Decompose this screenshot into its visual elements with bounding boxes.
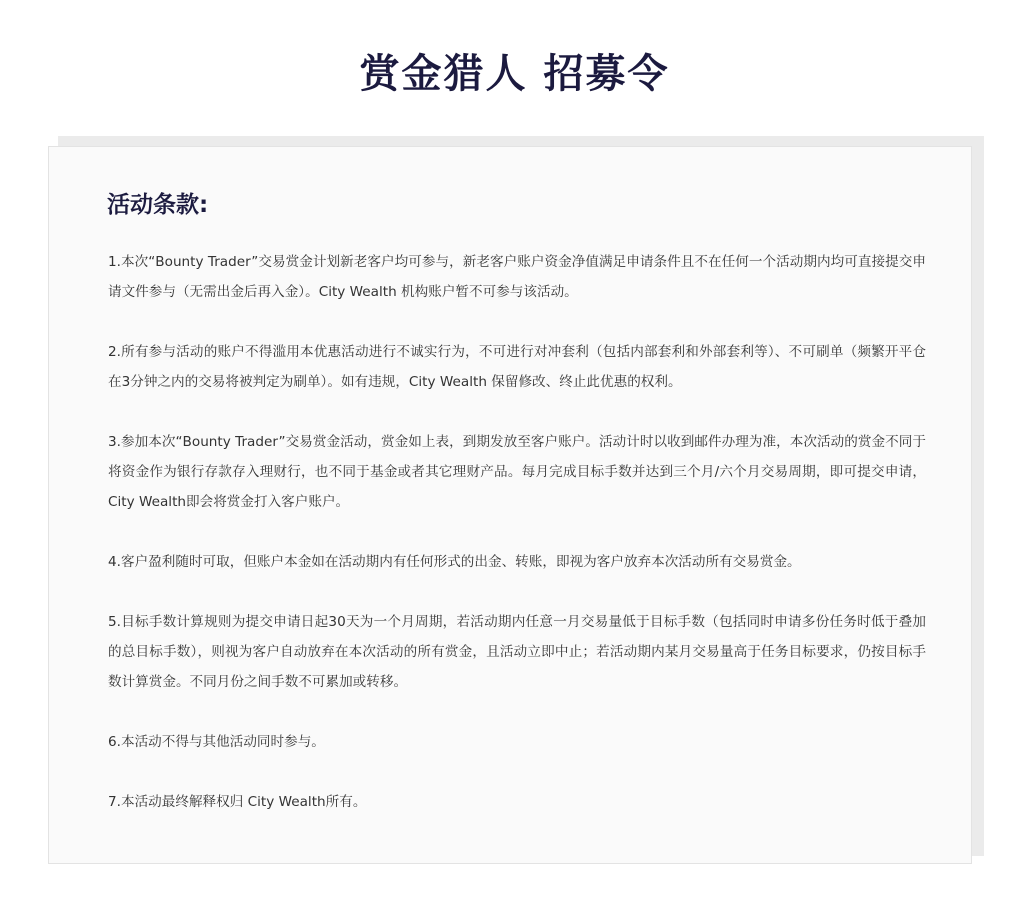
term-item-4: 4.客户盈利随时可取，但账户本金如在活动期内有任何形式的出金、转账，即视为客户放弃本次活动所有交易赏金。: [108, 554, 801, 570]
page-title: 赏金猎人 招募令: [359, 51, 670, 97]
term-item-3: 3.参加本次“Bounty Trader”交易赏金活动，赏金如上表，到期发放至客户账户。活动计时以收到邮件办理为准，本次活动的赏金不同于将资金作为银行存款存入理财行，也不同于基金或者其它理财产品。每月完成目标手数并达到三个月/六个月交易周期，即可提交申请，City Wealth即会将赏金打入客户账户。: [108, 434, 926, 510]
terms-card: [48, 146, 972, 864]
terms-list: [108, 247, 926, 817]
term-item-1: 1.本次“Bounty Trader”交易赏金计划新老客户均可参与，新老客户账户资金净值满足申请条件且不在任何一个活动期内均可直接提交申请文件参与（无需出金后再入金）。City Wealth 机构账户暂不可参与该活动。: [108, 254, 926, 300]
term-item-7: 7.本活动最终解释权归 City Wealth所有。: [108, 794, 367, 810]
term-item-5: 5.目标手数计算规则为提交申请日起30天为一个月周期，若活动期内任意一月交易量低于目标手数（包括同时申请多份任务时低于叠加的总目标手数），则视为客户自动放弃在本次活动的所有赏金，且活动立即中止；若活动期内某月交易量高于任务目标要求，仍按目标手数计算赏金。不同月份之间手数不可累加或转移。: [108, 614, 926, 690]
term-item-2: 2.所有参与活动的账户不得滥用本优惠活动进行不诚实行为，不可进行对冲套利（包括内部套利和外部套利等）、不可刷单（频繁开平仓在3分钟之内的交易将被判定为刷单）。如有违规，City Wealth 保留修改、终止此优惠的权利。: [108, 344, 926, 390]
term-item-6: 6.本活动不得与其他活动同时参与。: [108, 734, 325, 750]
terms-heading: 活动条款:: [107, 192, 209, 218]
